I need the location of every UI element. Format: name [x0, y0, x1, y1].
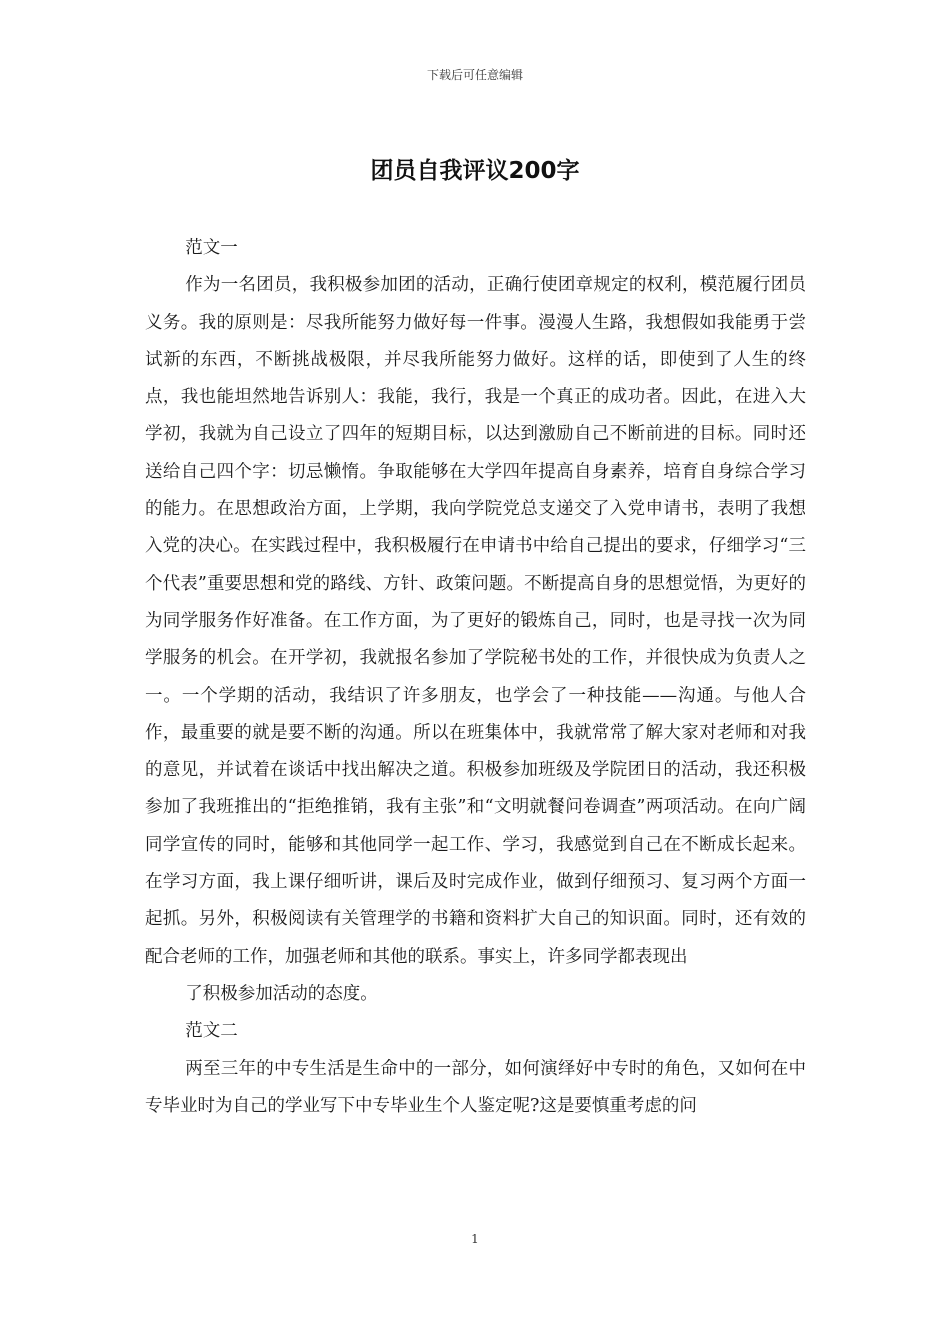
section-heading-sample-1: 范文一	[185, 238, 238, 258]
paragraph-sample-2-body: 两至三年的中专生活是生命中的一部分，如何演绎好中专时的角色，又如何在中专毕业时为自己的学业写下中专毕业生个人鉴定呢?这是要慎重考虑的问	[145, 1058, 806, 1116]
section-heading-sample-2: 范文二	[185, 1021, 238, 1042]
header-note: 下载后可任意编辑	[426, 68, 523, 82]
document-body	[145, 230, 806, 1125]
paragraph-sample-1-ending: 了积极参加活动的态度。	[185, 983, 378, 1004]
paragraph-sample-1-body: 作为一名团员，我积极参加团的活动，正确行使团章规定的权利，模范履行团员义务。我的原则是：尽我所能努力做好每一件事。漫漫人生路，我想假如我能勇于尝试新的东西，不断挑战极限，并尽我所能努力做好。这样的话，即使到了人生的终点，我也能坦然地告诉别人：我能，我行，我是一个真正的成功者。因此，在进入大学初，我就为自己设立了四年的短期目标，以达到激励自己不断前进的目标。同时还送给自己四个字：切忌懒惰。争取能够在大学四年提高自身素养，培育自身综合学习的能力。在思想政治方面，上学期，我向学院党总支递交了入党申请书，表明了我想入党的决心。在实践过程中，我积极履行在申请书中给自己提出的要求，仔细学习“三个代表”重要思想和党的路线、方针、政策问题。不断提高自身的思想觉悟，为更好的为同学服务作好准备。在工作方面，为了更好的锻炼自己，同时，也是寻找一次为同学服务的机会。在开学初，我就报名参加了学院秘书处的工作，并很快成为负责人之一。一个学期的活动，我结识了许多朋友，也学会了一种技能——沟通。与他人合作，最重要的就是要不断的沟通。所以在班集体中，我就常常了解大家对老师和对我的意见，并试着在谈话中找出解决之道。积极参加班级及学院团日的活动，我还积极参加了我班推出的“拒绝推销，我有主张”和“文明就餐问卷调查”两项活动。在向广阔同学宣传的同时，能够和其他同学一起工作、学习，我感觉到自己在不断成长起来。在学习方面，我上课仔细听讲，课后及时完成作业，做到仔细预习、复习两个方面一起抓。另外，积极阅读有关管理学的书籍和资料扩大自己的知识面。同时，还有效的配合老师的工作，加强老师和其他的联系。事实上，许多同学都表现出	[145, 275, 806, 967]
document-title: 团员自我评议200字	[370, 158, 580, 184]
page-number: 1	[471, 1232, 479, 1246]
